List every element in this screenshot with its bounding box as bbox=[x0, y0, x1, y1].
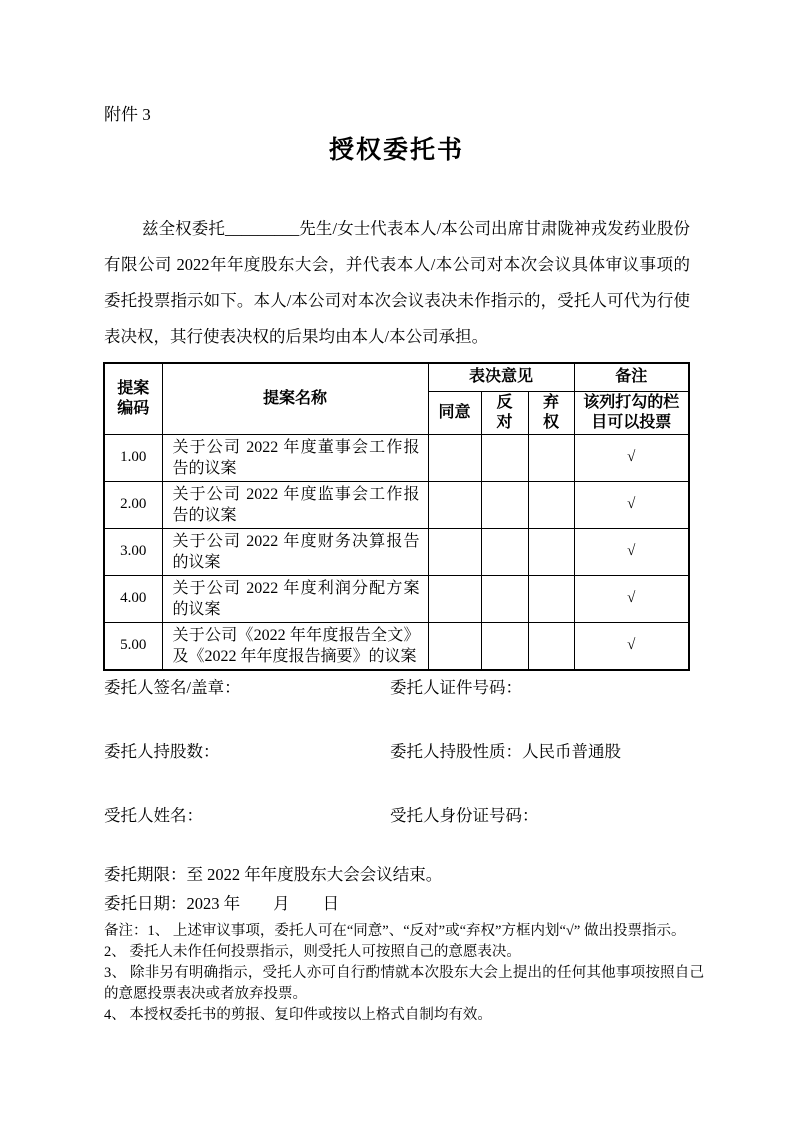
attachment-label: 附件 3 bbox=[104, 105, 151, 124]
proposal-row bbox=[104, 528, 689, 575]
proposal-code-cell: 2.00 bbox=[104, 481, 162, 528]
remark-checkmark-cell: √ bbox=[574, 622, 689, 670]
note-line-3: 3、 除非另有明确指示，受托人亦可自行酌情就本次股东大会上提出的任何其他事项按照自己的意愿投票表决或者放弃投票。 bbox=[104, 965, 704, 1002]
header-proposal-name: 提案名称 bbox=[162, 363, 428, 434]
vote-agree-cell bbox=[428, 528, 481, 575]
header-abstain: 弃权 bbox=[528, 391, 574, 434]
delegation-date-line: 委托日期：2023 年 月 日 bbox=[104, 894, 340, 913]
principal-id-number-label: 委托人证件号码： bbox=[390, 678, 522, 697]
paragraph-body: 先生/女士代表本人/本公司出席甘肃陇神戎发药业股份有限公司 2022年年度股东大会，并代表本人/本公司对本次会议具体审议事项的委托投票指示如下。本人/本公司对本次会议表决未作指示的，受托人可代为行使表决权，其行使表决权的后果均由本人/本公司承担。 bbox=[104, 219, 691, 346]
trustee-id-number-label: 受托人身份证号码： bbox=[390, 806, 539, 825]
proposal-code-cell: 5.00 bbox=[104, 622, 162, 670]
remark-checkmark-cell: √ bbox=[574, 575, 689, 622]
vote-abstain-cell bbox=[528, 528, 574, 575]
header-agree: 同意 bbox=[428, 391, 481, 434]
vote-against-cell bbox=[481, 622, 528, 670]
proxy-name-blank: _________ bbox=[224, 219, 300, 238]
proposal-code-cell: 1.00 bbox=[104, 434, 162, 481]
proposal-name-cell: 关于公司《2022 年年度报告全文》及《2022 年年度报告摘要》的议案 bbox=[162, 622, 428, 670]
proposal-row bbox=[104, 434, 689, 481]
page-title: 授权委托书 bbox=[328, 136, 464, 164]
proposals-table bbox=[103, 362, 690, 671]
vote-against-cell bbox=[481, 575, 528, 622]
proposal-name-cell: 关于公司 2022 年度财务决算报告的议案 bbox=[162, 528, 428, 575]
header-remark-sub: 该列打勾的栏目可以投票 bbox=[574, 391, 689, 434]
vote-agree-cell bbox=[428, 575, 481, 622]
vote-against-cell bbox=[481, 434, 528, 481]
header-against: 反对 bbox=[481, 391, 528, 434]
remark-checkmark-cell: √ bbox=[574, 434, 689, 481]
notes-section bbox=[104, 921, 704, 1026]
remark-checkmark-cell: √ bbox=[574, 528, 689, 575]
header-remark: 备注 bbox=[574, 363, 689, 391]
field-row-signature bbox=[104, 674, 710, 696]
trustee-name-label: 受托人姓名： bbox=[104, 806, 203, 825]
proposal-name-cell: 关于公司 2022 年度监事会工作报告的议案 bbox=[162, 481, 428, 528]
proposal-name-cell: 关于公司 2022 年度董事会工作报告的议案 bbox=[162, 434, 428, 481]
authorization-paragraph bbox=[104, 211, 690, 355]
note-line-4: 4、 本授权委托书的剪报、复印件或按以上格式自制均有效。 bbox=[104, 1007, 492, 1023]
table-header-row-1 bbox=[104, 363, 689, 391]
proposal-code-cell: 3.00 bbox=[104, 528, 162, 575]
vote-abstain-cell bbox=[528, 434, 574, 481]
vote-agree-cell bbox=[428, 434, 481, 481]
field-row-trustee bbox=[104, 802, 710, 824]
vote-abstain-cell bbox=[528, 622, 574, 670]
proposal-name-cell: 关于公司 2022 年度利润分配方案的议案 bbox=[162, 575, 428, 622]
proposal-row bbox=[104, 481, 689, 528]
vote-against-cell bbox=[481, 481, 528, 528]
proposal-row bbox=[104, 622, 689, 670]
vote-against-cell bbox=[481, 528, 528, 575]
vote-agree-cell bbox=[428, 622, 481, 670]
field-row-shares bbox=[104, 738, 710, 760]
vote-abstain-cell bbox=[528, 575, 574, 622]
principal-signature-label: 委托人签名/盖章： bbox=[104, 678, 241, 697]
proposal-row bbox=[104, 575, 689, 622]
header-proposal-code: 提案编码 bbox=[104, 363, 162, 434]
principal-shares-label: 委托人持股数： bbox=[104, 742, 220, 761]
vote-agree-cell bbox=[428, 481, 481, 528]
note-line-2: 2、 委托人未作任何投票指示，则受托人可按照自己的意愿表决。 bbox=[104, 944, 521, 960]
note-line-1: 备注：1、 上述审议事项，委托人可在“同意”、“反对”或“弃权”方框内划“√” 做出投票指示。 bbox=[104, 923, 686, 939]
proposal-code-cell: 4.00 bbox=[104, 575, 162, 622]
principal-share-type-label: 委托人持股性质：人民币普通股 bbox=[390, 742, 621, 761]
paragraph-prefix: 兹全权委托 bbox=[142, 219, 225, 238]
vote-abstain-cell bbox=[528, 481, 574, 528]
remark-checkmark-cell: √ bbox=[574, 481, 689, 528]
delegation-term-line: 委托期限：至 2022 年年度股东大会会议结束。 bbox=[104, 865, 443, 884]
header-vote-opinion: 表决意见 bbox=[428, 363, 574, 391]
